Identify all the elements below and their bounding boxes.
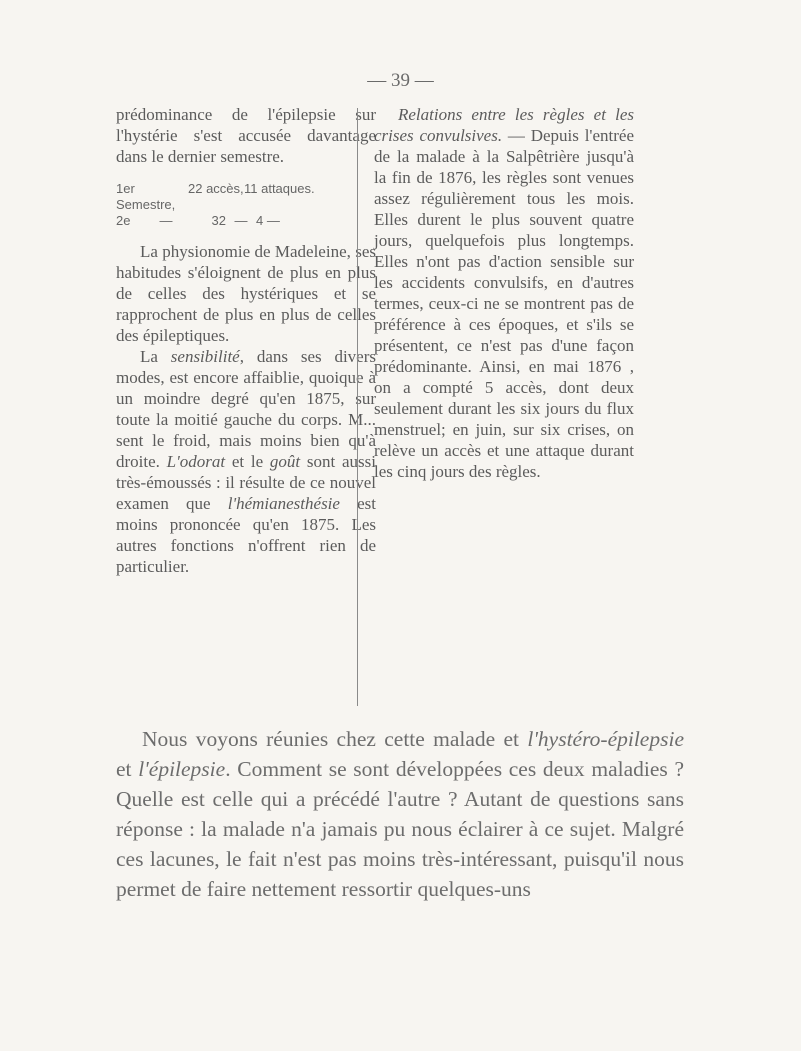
left-intro: prédominance de l'épilepsie sur l'hystérie s'est accusée davantage dans le dernier semestre.	[116, 105, 376, 166]
stats-row-semester-1	[116, 181, 376, 213]
stats-dash: —	[159, 213, 173, 228]
text-run: — Depuis l'entrée de la malade à la Salpêtrière jusqu'à la fin de 1876, les règles sont venues assez régulièrement tous les mois. Elles durent le plus souvent quatre jours, quelquefois plus longtemps. Elles n'ont pas d'action sensible sur les accidents convulsifs, en d'autres termes, ceux-ci ne se montrent pas de préférence à ces époques, et s'ils se présentent, ce n'est pas d'une façon prédominante. Ainsi, en mai 1876 , on a compté 5 accès, dont deux seulement durant les six jours du flux menstruel; en juin, sur six crises, on relève un accès et une attaque durant les cinq jours des règles.	[374, 126, 634, 481]
stats-attacks: 11 attaques.	[244, 181, 315, 196]
text-run: Nous voyons réunies chez cette malade et	[142, 727, 528, 751]
stats-attacks: 4 —	[256, 213, 280, 228]
text-run: sont aussi très-émoussés : il résulte de ce nouvel examen que	[116, 452, 377, 513]
stats-dash: —	[234, 213, 248, 228]
stats-accesses: 22 accès,	[188, 181, 244, 196]
paragraph-physiognomy: La physionomie de Madeleine, ses habitudes s'éloignent de plus en plus de celles des hystériques et se rapprochent de plus en plus de celles des épileptiques.	[116, 242, 376, 345]
term-epilepsie: l'épilepsie	[138, 757, 226, 781]
term-hystero-epilepsie: l'hystéro-épilepsie	[527, 727, 684, 751]
term-odorat: L'odorat	[166, 452, 226, 471]
text-run: est moins prononcée qu'en 1875. Les autres fonctions n'offrent rien de particulier.	[116, 494, 376, 576]
stats-row-semester-2	[116, 213, 376, 229]
column-divider	[357, 108, 358, 706]
right-column	[374, 104, 634, 482]
stats-label: 1er Semestre,	[116, 181, 176, 212]
stats-accesses: 32	[211, 213, 226, 228]
paragraph-menstruation	[374, 104, 634, 482]
term-hemianesthesie: l'hémianesthésie	[227, 494, 340, 513]
term-sensibilite: sensibilité	[170, 347, 240, 366]
text-run: et	[116, 757, 139, 781]
page-number: — 39 —	[367, 70, 434, 91]
text-run: , dans ses divers modes, est encore affaiblie, quoique à un moindre degré qu'en 1875, sur toute la moitié gauche du corps. M... sent le froid, mais moins bien qu'à droite.	[116, 347, 376, 471]
left-column	[116, 104, 376, 577]
stats-label: 2e	[116, 213, 131, 228]
paragraph-sensibility	[116, 346, 376, 577]
section-heading: Relations entre les règles et les crises convulsives.	[374, 105, 634, 145]
seizure-stats-table	[116, 181, 376, 229]
text-run: La	[140, 347, 171, 366]
text-run: et le	[225, 452, 270, 471]
text-run: . Comment se sont développées ces deux maladies ? Quelle est celle qui a précédé l'autre ? Autant de questions sans réponse : la malade n'a jamais pu nous éclairer à ce sujet. Malgré ces lacunes, le fait n'est pas moins très-intéressant, puisqu'il nous permet de faire nettement ressortir quelques-uns	[116, 757, 684, 901]
term-gout: goût	[269, 452, 301, 471]
main-paragraph	[116, 724, 684, 904]
